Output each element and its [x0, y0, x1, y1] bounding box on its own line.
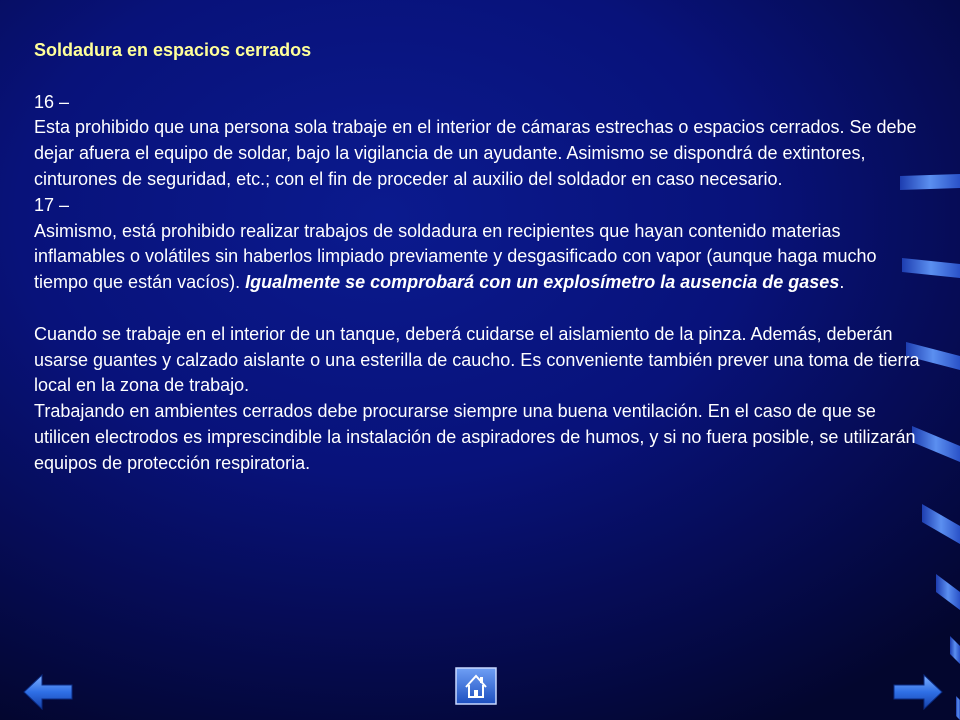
- spacer: [34, 296, 934, 322]
- next-slide-button[interactable]: [892, 672, 944, 712]
- item-17-number: 17 –: [34, 194, 70, 215]
- slide-content: [34, 38, 934, 477]
- item-17-text-end: .: [839, 272, 845, 293]
- item-17-text-emphasis: Igualmente se comprobará con un explosímetro la ausencia de gases: [245, 272, 840, 293]
- item-17-text-plain: Asimismo, está prohibido realizar trabajos de soldadura en recipientes que hayan contenido materias inflamables o volátiles sin haberlos limpiado previamente y desgasificado con vapor (aunque haga mucho tiempo que están vacíos).: [34, 220, 877, 293]
- item-16-number: 16 –: [34, 91, 70, 112]
- item-17-text: [34, 219, 934, 296]
- paragraph-tank: Cuando se trabaje en el interior de un tanque, deberá cuidarse el aislamiento de la pinza. Además, deberán usarse guantes y calzado aislante o una esterilla de caucho. Es conveniente también prever una toma de tierra local en la zona de trabajo.: [34, 323, 920, 396]
- paragraph-ventilation: Trabajando en ambientes cerrados debe procurarse siempre una buena ventilación. En el caso de que se utilicen electrodos es imprescindible la instalación de aspiradores de humos, y si no fuera posible, se utilizarán equipos de protección respiratoria.: [34, 401, 916, 473]
- spacer: [34, 64, 934, 90]
- home-button[interactable]: [455, 667, 497, 705]
- previous-slide-button[interactable]: [22, 672, 74, 712]
- slide-title: Soldadura en espacios cerrados: [34, 40, 312, 60]
- item-16-text: Esta prohibido que una persona sola trabaje en el interior de cámaras estrechas o espacios cerrados. Se debe dejar afuera el equipo de soldar, bajo la vigilancia de un ayudante. Asimismo se dispondrá de extintores, cinturones de seguridad, etc.; con el fin de proceder al auxilio del soldador en caso necesario.: [34, 117, 917, 189]
- home-icon: [455, 667, 497, 705]
- arrow-right-icon: [892, 672, 944, 712]
- arrow-left-icon: [22, 672, 74, 712]
